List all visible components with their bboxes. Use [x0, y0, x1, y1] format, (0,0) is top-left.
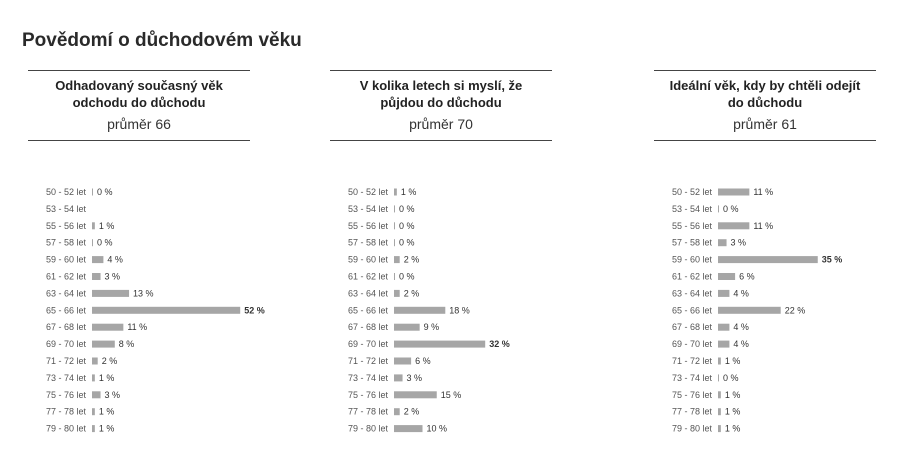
value-label: 15 % — [440, 389, 462, 400]
category-label: 53 - 54 let — [45, 203, 86, 214]
bar — [718, 290, 729, 297]
value-label: 18 % — [449, 305, 470, 316]
category-label: 59 - 60 let — [347, 254, 388, 265]
value-label: 0 % — [723, 203, 739, 214]
category-label: 55 - 56 let — [45, 220, 86, 231]
bar — [718, 189, 749, 196]
bar — [92, 189, 93, 196]
bar — [718, 256, 818, 263]
bar — [394, 341, 485, 348]
category-label: 61 - 62 let — [671, 271, 712, 282]
value-label: 3 % — [104, 271, 121, 282]
bar — [394, 222, 395, 229]
value-label: 10 % — [426, 423, 448, 434]
category-label: 63 - 64 let — [347, 288, 388, 299]
category-label: 69 - 70 let — [347, 339, 388, 350]
category-label: 67 - 68 let — [347, 322, 388, 333]
value-label: 0 % — [399, 271, 415, 282]
value-label: 0 % — [399, 203, 415, 214]
bar — [718, 374, 719, 381]
bar — [718, 408, 721, 415]
page-title: Povědomí o důchodovém věku — [22, 30, 302, 51]
bar-chart-expected-age — [330, 180, 590, 442]
value-label: 22 % — [784, 305, 806, 316]
bar — [718, 358, 721, 365]
panel-average: průměr 66 — [107, 116, 171, 132]
category-label: 75 - 76 let — [347, 389, 388, 400]
category-label: 50 - 52 let — [347, 187, 388, 197]
value-label: 9 % — [423, 322, 440, 333]
panel-average: průměr 70 — [409, 116, 473, 132]
category-label: 77 - 78 let — [347, 406, 388, 417]
category-label: 67 - 68 let — [45, 322, 86, 333]
value-label: 1 % — [400, 187, 417, 197]
bar — [394, 374, 403, 381]
category-label: 79 - 80 let — [45, 423, 86, 434]
category-label: 57 - 58 let — [347, 237, 388, 248]
category-label: 57 - 58 let — [671, 237, 712, 248]
bar — [394, 391, 437, 398]
bar — [394, 189, 397, 196]
bar — [92, 256, 103, 263]
bar — [394, 408, 400, 415]
bar — [394, 273, 395, 280]
category-label: 65 - 66 let — [671, 305, 712, 316]
value-label: 52 % — [244, 305, 265, 316]
value-label: 2 % — [403, 406, 420, 417]
bar — [92, 374, 95, 381]
bar — [394, 425, 423, 432]
value-label: 0 % — [97, 187, 113, 197]
bar — [394, 205, 395, 212]
value-label: 1 % — [98, 423, 115, 434]
category-label: 50 - 52 let — [671, 187, 712, 197]
value-label: 1 % — [724, 423, 741, 434]
bar — [718, 222, 749, 229]
category-label: 59 - 60 let — [45, 254, 86, 265]
bar — [718, 307, 781, 314]
value-label: 2 % — [403, 254, 420, 265]
bar — [92, 358, 98, 365]
category-label: 79 - 80 let — [671, 423, 712, 434]
category-label: 77 - 78 let — [671, 406, 712, 417]
category-label: 73 - 74 let — [45, 372, 86, 383]
value-label: 2 % — [403, 288, 420, 299]
value-label: 4 % — [733, 288, 749, 299]
bar — [718, 425, 721, 432]
value-label: 8 % — [118, 339, 135, 350]
value-label: 35 % — [821, 254, 843, 265]
bar — [92, 341, 115, 348]
category-label: 50 - 52 let — [45, 187, 86, 197]
value-label: 3 % — [406, 372, 423, 383]
bar-chart-ideal-age — [654, 180, 894, 442]
category-label: 65 - 66 let — [45, 305, 86, 316]
value-label: 1 % — [724, 356, 741, 366]
chart-panel-expected-age — [330, 70, 580, 141]
bar — [92, 391, 101, 398]
category-label: 75 - 76 let — [45, 389, 86, 400]
category-label: 73 - 74 let — [671, 372, 712, 383]
category-label: 79 - 80 let — [347, 423, 388, 434]
category-label: 61 - 62 let — [45, 271, 86, 282]
panel-title: Odhadovaný současný věk odchodu do důchodu — [55, 78, 223, 110]
panel-header — [330, 70, 552, 141]
panel-average: průměr 61 — [733, 116, 797, 132]
category-label: 77 - 78 let — [45, 406, 86, 417]
value-label: 6 % — [415, 356, 431, 366]
value-label: 32 % — [489, 339, 510, 350]
chart-panel-current-age — [28, 70, 278, 141]
bar — [718, 391, 721, 398]
category-label: 55 - 56 let — [347, 220, 388, 231]
value-label: 0 % — [399, 220, 415, 231]
panel-title: Ideální věk, kdy by chtěli odejít do důchodu — [669, 78, 861, 110]
bar-chart-current-age — [28, 180, 288, 442]
bar — [394, 290, 400, 297]
value-label: 4 % — [733, 339, 749, 350]
value-label: 11 % — [127, 322, 148, 333]
category-label: 71 - 72 let — [45, 356, 86, 366]
category-label: 53 - 54 let — [671, 203, 712, 214]
category-label: 61 - 62 let — [347, 271, 388, 282]
category-label: 67 - 68 let — [671, 322, 712, 333]
value-label: 0 % — [723, 372, 739, 383]
panel-title: V kolika letech si myslí, že půjdou do důchodu — [359, 78, 523, 110]
category-label: 57 - 58 let — [45, 237, 86, 248]
bar — [718, 341, 729, 348]
value-label: 1 % — [98, 406, 115, 417]
value-label: 11 % — [753, 220, 774, 231]
category-label: 65 - 66 let — [347, 305, 388, 316]
category-label: 53 - 54 let — [347, 203, 388, 214]
bar — [718, 273, 735, 280]
panel-header — [654, 70, 876, 141]
bar — [92, 222, 95, 229]
bar — [92, 239, 93, 246]
bar — [394, 239, 395, 246]
category-label: 69 - 70 let — [45, 339, 86, 350]
category-label: 73 - 74 let — [347, 372, 388, 383]
category-label: 75 - 76 let — [671, 389, 712, 400]
value-label: 0 % — [97, 237, 113, 248]
bar — [394, 358, 411, 365]
category-label: 63 - 64 let — [45, 288, 86, 299]
panel-header — [28, 70, 250, 141]
bar — [92, 408, 95, 415]
value-label: 1 % — [98, 220, 115, 231]
category-label: 55 - 56 let — [671, 220, 712, 231]
bar — [92, 273, 101, 280]
bar — [394, 307, 445, 314]
category-label: 71 - 72 let — [347, 356, 388, 366]
value-label: 11 % — [753, 187, 774, 197]
value-label: 4 % — [107, 254, 123, 265]
bar — [718, 324, 729, 331]
category-label: 71 - 72 let — [671, 356, 712, 366]
category-label: 63 - 64 let — [671, 288, 712, 299]
value-label: 13 % — [133, 288, 154, 299]
bar — [92, 324, 123, 331]
bar — [718, 239, 727, 246]
bar — [718, 205, 719, 212]
bar — [394, 256, 400, 263]
value-label: 1 % — [98, 372, 115, 383]
bar — [92, 425, 95, 432]
value-label: 4 % — [733, 322, 749, 333]
value-label: 1 % — [724, 406, 741, 417]
chart-panel-ideal-age — [654, 70, 901, 141]
bar — [92, 290, 129, 297]
bar — [394, 324, 420, 331]
value-label: 2 % — [101, 356, 118, 366]
value-label: 1 % — [724, 389, 741, 400]
category-label: 59 - 60 let — [671, 254, 712, 265]
value-label: 0 % — [399, 237, 415, 248]
value-label: 3 % — [104, 389, 121, 400]
value-label: 3 % — [730, 237, 747, 248]
value-label: 6 % — [739, 271, 755, 282]
bar — [92, 307, 240, 314]
category-label: 69 - 70 let — [671, 339, 712, 350]
